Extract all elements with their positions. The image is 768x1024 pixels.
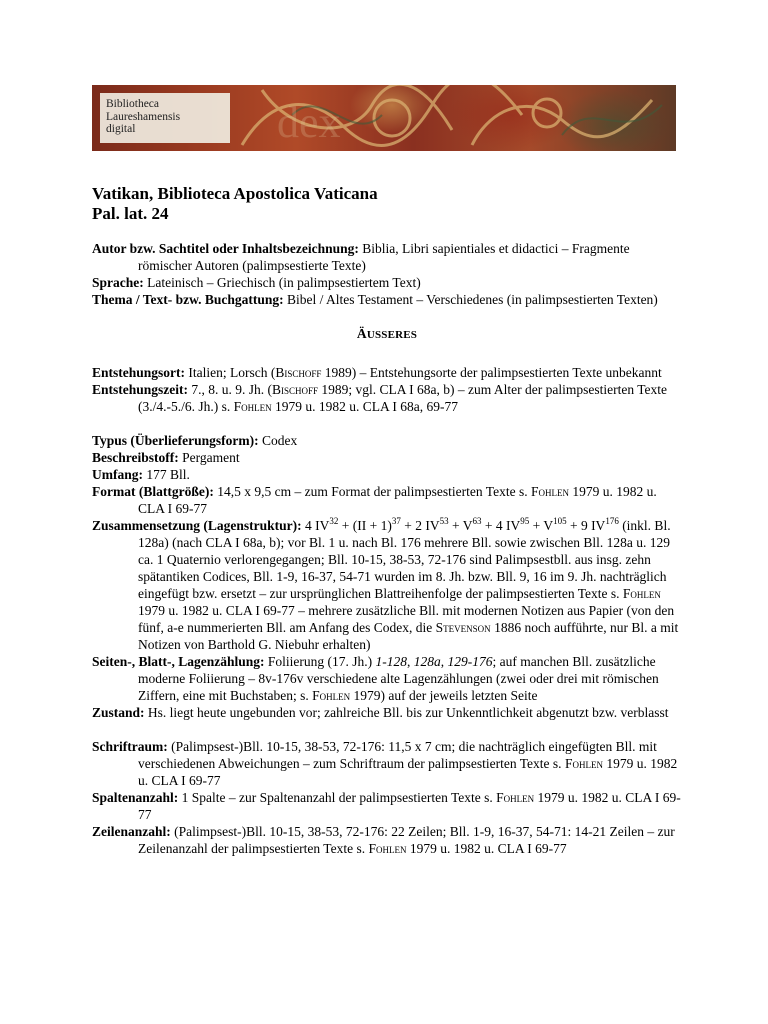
author-name: Fohlen [496,790,535,805]
author-name: Fohlen [622,586,661,601]
field-value: Biblia, Libri sapientiales et didactici – Fragmente römischer Autoren (palimpsestierte Texte) [138,241,630,273]
field-value: 1 Spalte – zur Spaltenanzahl der palimpsestierten Texte s. [181,790,497,805]
author-name: Fohlen [368,841,407,856]
field-schriftraum [92,738,682,789]
logo-line-1: Bibliotheca [106,98,160,110]
logo-line-3: digital [106,123,136,135]
field-value: 177 Bll. [146,467,190,482]
field-value: (Palimpsest-)Bll. 10-15, 38-53, 72-176: 11,5 x 7 cm; die nachträglich eingefügten Bll. mit verschiedenen Abweichungen – zum Schriftraum der palimpsestierten Texte s. [138,739,657,771]
field-zusammensetzung [92,517,682,653]
field-value: 1979 u. 1982 u. CLA I 69-77 [138,484,657,516]
field-label: Typus (Überlieferungsform): [92,433,259,448]
field-label: Zusammensetzung (Lagenstruktur): [92,518,302,533]
field-value: Lateinisch – Griechisch (in palimpsestiertem Text) [147,275,421,290]
superscript: 63 [472,515,482,526]
field-thema [92,291,682,308]
field-value: + 9 IV [566,518,606,533]
header-banner [92,85,676,151]
manuscript-description [92,240,682,857]
superscript: 37 [391,515,401,526]
field-umfang [92,466,682,483]
field-label: Seiten-, Blatt-, Lagenzählung: [92,654,265,669]
library-logo-label [100,93,230,143]
section-heading-initial: Ä [356,326,367,341]
field-label: Zeilenanzahl: [92,824,171,839]
field-value: , [407,654,414,669]
field-value: + (II + 1) [338,518,392,533]
field-beschreibstoff [92,449,682,466]
field-value: Codex [261,433,298,448]
superscript: 176 [605,515,619,526]
field-entstehungszeit [92,381,682,415]
field-value: + 4 IV [481,518,521,533]
field-value: + V [529,518,554,533]
author-name: Fohlen [530,484,569,499]
logo-line-2: Laureshamensis [106,110,181,123]
field-format [92,483,682,517]
field-value: Italien; Lorsch ( [188,365,276,380]
field-value: + V [448,518,473,533]
italic-folio: 129-176 [447,654,493,669]
field-label: Entstehungsort: [92,365,186,380]
field-value: Bibel / Altes Testament – Verschiedenes (in palimpsestierten Texten) [287,292,658,307]
field-entstehungsort [92,364,682,381]
field-label: Beschreibstoff: [92,450,179,465]
field-seiten [92,653,682,704]
page-title [92,184,378,224]
field-value: 7., 8. u. 9. Jh. ( [191,382,273,397]
superscript: 105 [553,515,567,526]
field-value: Foliierung (17. Jh.) [267,654,376,669]
author-name: Stevenson [435,620,491,635]
italic-folio: 128a [413,654,441,669]
superscript: 53 [439,515,449,526]
field-value: ; auf manchen Bll. zusätzliche moderne Foliierung – 8v-176v verschiedene alte Lagenzählungen (zwei oder drei mit römischen Ziffern, eine mit Buchstaben; s. [138,654,659,703]
field-label: Sprache: [92,275,144,290]
field-value: 1989; vgl. CLA I 68a, b) – zum Alter der palimpsestierten Texte (3./4.-5./6. Jh.) s. [138,382,668,414]
superscript: 95 [520,515,530,526]
field-typus [92,432,682,449]
field-value: (Palimpsest-)Bll. 10-15, 38-53, 72-176: 22 Zeilen; Bll. 1-9, 16-37, 54-71: 14-21 Zeilen – zur Zeilenanzahl der palimpsestierten Texte s. [138,824,675,856]
field-value: 4 IV [305,518,330,533]
field-zeilenanzahl [92,823,682,857]
author-name: Fohlen [312,688,351,703]
title-line-1: Vatikan, Biblioteca Apostolica Vaticana [92,184,378,203]
section-heading-rest: USSERES [366,329,418,341]
field-value: 1979 u. 1982 u. CLA I 69-77 – mehrere zusätzliche Bll. mit modernen Notizen aus Papier (von den fünf, a-e nummerierten Bll. am Anfang des Codex, die [138,603,675,635]
field-label: Spaltenanzahl: [92,790,179,805]
field-zustand [92,704,682,721]
italic-folio: 1-128 [375,654,408,669]
field-value: 14,5 x 9,5 cm – zum Format der palimpsestierten Texte s. [217,484,531,499]
field-value: 1979 u. 1982 u. CLA I 68a, 69-77 [271,399,459,414]
field-value: Hs. liegt heute ungebunden vor; zahlreiche Bll. bis zur Unkenntlichkeit abgenutzt bzw. verblasst [147,705,669,720]
field-label: Format (Blattgröße): [92,484,214,499]
field-autor [92,240,682,274]
field-value: Pergament [182,450,240,465]
field-value: (inkl. Bl. 128a) (nach CLA I 68a, b); vor Bl. 1 u. nach Bl. 176 mehrere Bll. sowie zwischen Bll. 128a u. 129 ca. 1 Quaternio verlorengegangen; Bll. 10-15, 38-53, 72-176 sind Palimpsestbll. aus insg. zehn spätantiken Codices, Bll. 1-9, 16-37, 54-71 wurden im 8. Jh. bzw. Bll. 9, 16 im 9. Jh. nachträglich eingefügt bzw. ersetzt – zur ursprünglichen Blattreihenfolge der palimpsestierten Texte s. [138,518,671,601]
field-value: 1979 u. 1982 u. CLA I 69-77 [406,841,567,856]
field-sprache [92,274,682,291]
field-spaltenanzahl [92,789,682,823]
field-label: Zustand: [92,705,145,720]
title-line-2: Pal. lat. 24 [92,204,169,223]
field-label: Schriftraum: [92,739,168,754]
field-label: Umfang: [92,467,143,482]
field-label: Entstehungszeit: [92,382,189,397]
field-label: Autor bzw. Sachtitel oder Inhaltsbezeichnung: [92,241,359,256]
author-name: Fohlen [564,756,603,771]
field-label: Thema / Text- bzw. Buchgattung: [92,292,284,307]
field-value: 1979 u. 1982 u. CLA I 69-77 [138,790,681,822]
field-value: , [440,654,448,669]
field-value: 1989) – Entstehungsorte der palimpsestierten Texte unbekannt [321,365,662,380]
section-heading-aeusseres [92,325,682,344]
field-value: 1979 u. 1982 u. CLA I 69-77 [138,756,678,788]
author-name: Bischoff [272,382,319,397]
author-name: Fohlen [233,399,272,414]
field-value: 1979) auf der jeweils letzten Seite [350,688,538,703]
field-value: + 2 IV [400,518,440,533]
watermark-letters: dex [277,98,341,147]
author-name: Bischoff [275,365,322,380]
field-value: 1886 noch aufführte, nur Bl. a mit Notizen von Barthold G. Niebuhr erhalten) [138,620,679,652]
superscript: 32 [329,515,339,526]
